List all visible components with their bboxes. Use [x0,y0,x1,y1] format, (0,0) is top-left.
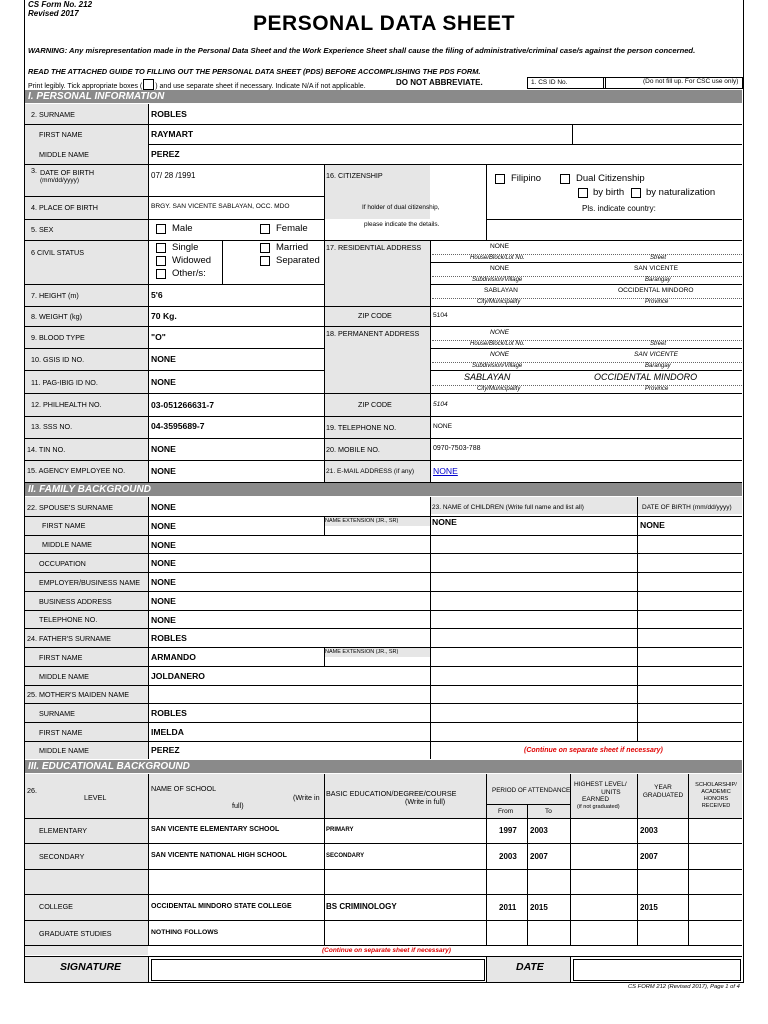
school-header-3: full) [232,801,244,810]
highest-header-3: EARNED [582,796,610,803]
filipino-label: Filipino [511,173,542,184]
separated-label: Separated [276,255,320,266]
print-instructions [28,79,366,90]
pob-label: 4. PLACE OF BIRTH [31,203,98,212]
filipino-checkbox[interactable] [495,174,505,184]
school-header-1: NAME OF SCHOOL [151,784,217,793]
spouse-first-label: FIRST NAME [42,521,86,530]
edu-course-college: BS CRIMINOLOGY [326,902,397,911]
civil-status-label: 6 CIVIL STATUS [31,248,84,257]
perm-province-sub: Province [645,386,669,392]
perm-house-sub: House/Block/Lot No. [470,341,525,347]
spouse-telephone-label: TELEPHONE NO. [39,615,98,624]
father-name-ext-label: NAME EXTENSION (JR., SR) [325,649,399,655]
others-label: Other/s: [172,268,206,279]
course-header-1: BASIC EDUCATION/DEGREE/COURSE [326,789,457,798]
res-house-sub: House/Block/Lot No. [470,255,525,261]
philhealth-value: 03-051266631-7 [151,400,215,410]
by-naturalization-checkbox[interactable] [631,188,641,198]
father-first-value: ARMANDO [151,652,196,662]
first-name-value: RAYMART [151,129,194,139]
pob-value: BRGY. SAN VICENTE SABLAYAN, OCC. MDO [151,203,290,210]
edu-year-secondary: 2007 [640,852,658,861]
agency-value: NONE [151,466,176,476]
res-city-sub: City/Municipality [477,299,521,305]
res-house-value: NONE [490,243,510,250]
height-label: 7. HEIGHT (m) [31,291,79,300]
perm-barangay-value: SAN VICENTE [634,351,678,358]
edu-level-graduate: GRADUATE STUDIES [39,929,112,938]
father-surname-label: 24. FATHER'S SURNAME [27,634,111,643]
children-label: 23. NAME of CHILDREN (Write full name and list all) [432,504,584,511]
level-header: LEVEL [84,793,107,802]
father-first-label: FIRST NAME [39,653,83,662]
edu-year-elementary: 2003 [640,826,658,835]
edu-school-secondary: SAN VICENTE NATIONAL HIGH SCHOOL [151,852,287,859]
occupation-label: OCCUPATION [39,559,86,568]
edu-to-secondary: 2007 [530,852,548,861]
by-birth-label: by birth [593,187,625,198]
res-barangay-sub: Barangay [645,277,671,283]
single-label: Single [172,242,199,253]
married-checkbox[interactable] [260,243,270,253]
print-text-b: ) and use separate sheet if necessary. Indicate N/A if not applicable. [155,83,366,90]
mother-first-label: FIRST NAME [39,728,83,737]
honors-header [690,782,742,810]
section-personal-header: I. PERSONAL INFORMATION [25,90,742,103]
edu-course-elementary: PRIMARY [326,827,354,833]
mobile-value: 0970-7503-788 [433,445,481,452]
tick-box-sample [143,79,154,90]
edu-school-graduate: NOTHING FOLLOWS [151,929,219,936]
family-continue-note: (Continue on separate sheet if necessary) [524,747,663,754]
telephone-value: NONE [433,423,453,430]
mobile-label: 20. MOBILE NO. [326,445,380,454]
sex-label: 5. SEX [31,225,54,234]
edu-from-secondary: 2003 [499,852,517,861]
residential-address-label: 17. RESIDENTIAL ADDRESS [326,243,422,252]
email-label: 21. E-MAIL ADDRESS (if any) [326,468,415,475]
female-checkbox[interactable] [260,224,270,234]
blood-type-label: 9. BLOOD TYPE [31,333,85,342]
perm-subdivision-sub: Subdivision/Village [472,363,523,369]
gsis-value: NONE [151,354,176,364]
mother-surname-value: ROBLES [151,708,187,718]
occupation-value: NONE [151,558,176,568]
res-street-sub: Street [650,255,667,261]
surname-value: ROBLES [151,109,187,119]
education-number: 26. [27,786,37,795]
res-city-value: SABLAYAN [484,287,518,294]
blood-type-value: "O" [151,332,166,342]
tin-value: NONE [151,444,176,454]
year-graduated-header [640,784,686,800]
edu-year-college: 2015 [640,903,658,912]
father-middle-value: JOLDANERO [151,671,205,681]
middle-name-label: MIDDLE NAME [39,150,89,159]
highest-header-2: UNITS [601,788,621,796]
edu-level-secondary: SECONDARY [39,852,85,861]
telephone-label: 19. TELEPHONE NO. [326,423,397,432]
mother-middle-label: MIDDLE NAME [39,746,89,755]
warning-text: WARNING: Any misrepresentation made in the Personal Data Sheet and the Work Experience Sheet shall cause the filing of administrative/criminal case/s against the person concerned. [28,46,696,55]
pagibig-value: NONE [151,377,176,387]
edu-from-college: 2011 [499,903,517,912]
by-birth-checkbox[interactable] [578,188,588,198]
mother-maiden-label: 25. MOTHER'S MAIDEN NAME [27,690,130,699]
perm-city-value: SABLAYAN [464,372,511,382]
revised-text: Revised 2017 [28,9,79,18]
height-value: 5'6 [151,290,163,300]
signature-field[interactable] [151,959,485,981]
gsis-label: 10. GSIS ID NO. [31,355,85,364]
mother-middle-value: PEREZ [151,745,180,755]
perm-province-value: OCCIDENTAL MINDORO [594,372,698,382]
spouse-surname-value: NONE [151,502,176,512]
res-subdivision-value: NONE [490,265,510,272]
honors-header-3: HONORS [703,796,729,802]
by-naturalization-label: by naturalization [646,187,716,198]
page-title: PERSONAL DATA SHEET [253,12,515,35]
male-label: Male [172,223,193,234]
pagibig-label: 11. PAG-IBIG ID NO. [31,378,98,387]
agency-label: 15. AGENCY EMPLOYEE NO. [27,466,126,475]
citizenship-label: 16. CITIZENSHIP [326,171,383,180]
dual-citizenship-label: Dual Citizenship [576,173,645,184]
married-label: Married [276,242,309,253]
perm-zip-label: ZIP CODE [358,400,392,409]
dual-citizenship-checkbox[interactable] [560,174,570,184]
form-footer-note: CS FORM 212 (Revised 2017), Page 1 of 4 [628,984,740,990]
res-province-sub: Province [645,299,669,305]
year-header-1: YEAR [654,784,672,791]
tin-label: 14. TIN NO. [27,445,66,454]
res-zip-value: 5104 [433,312,448,319]
signature-label: SIGNATURE [60,961,122,973]
father-surname-value: ROBLES [151,633,187,643]
edu-to-elementary: 2003 [530,826,548,835]
business-address-value: NONE [151,596,176,606]
period-header: PERIOD OF ATTENDANCE [492,787,571,794]
sss-value: 04-3595689-7 [151,421,205,431]
widowed-checkbox[interactable] [156,256,166,266]
mother-first-value: IMELDA [151,727,184,737]
female-label: Female [276,223,308,234]
date-field[interactable] [573,959,741,981]
sss-label: 13. SSS NO. [31,422,73,431]
single-checkbox[interactable] [156,243,166,253]
perm-barangay-sub: Barangay [645,363,671,369]
perm-subdivision-value: NONE [490,351,510,358]
separated-checkbox[interactable] [260,256,270,266]
edu-course-secondary: SECONDARY [326,853,365,859]
edu-level-college: COLLEGE [39,902,73,911]
course-header-2: (Write in full) [405,797,446,806]
year-header-2: GRADUATED [642,792,684,799]
read-guide-text: READ THE ATTACHED GUIDE TO FILLING OUT THE PERSONAL DATA SHEET (PDS) BEFORE ACCOMPLISHING THE PDS FORM. [28,67,481,76]
dob-format: (mm/dd/yyyy) [40,177,79,184]
dual-note-2: please indicate the details. [364,221,440,228]
cs-id-label: 1. CS ID No. [527,77,606,89]
permanent-address-label: 18. PERMANENT ADDRESS [326,329,420,338]
weight-value: 70 Kg. [151,311,177,321]
section-education-header: III. EDUCATIONAL BACKGROUND [25,760,742,773]
dob-number: 3. [31,166,37,175]
res-subdivision-sub: Subdivision/Village [472,277,523,283]
form-number-text: CS Form No. 212 [28,0,93,9]
perm-city-sub: City/Municipality [477,386,521,392]
edu-from-elementary: 1997 [499,826,517,835]
child-name-value: NONE [432,517,457,527]
business-address-label: BUSINESS ADDRESS [39,597,112,606]
surname-label: 2. SURNAME [31,110,75,119]
print-text-a: Print legibly. Tick appropriate boxes ( [28,83,143,90]
perm-house-value: NONE [490,329,510,336]
widowed-label: Widowed [172,255,212,266]
edu-to-college: 2015 [530,903,548,912]
spouse-name-ext-label: NAME EXTENSION (JR., SR) [325,518,399,524]
education-continue-note: (Continue on separate sheet if necessary) [322,947,451,954]
spouse-telephone-value: NONE [151,615,176,625]
do-not-abbreviate: DO NOT ABBREVIATE. [396,78,483,87]
mother-surname-label: SURNAME [39,709,75,718]
first-name-label: FIRST NAME [39,130,83,139]
others-checkbox[interactable] [156,269,166,279]
date-label: DATE [516,961,544,973]
philhealth-label: 12. PHILHEALTH NO. [31,400,102,409]
edu-school-elementary: SAN VICENTE ELEMENTARY SCHOOL [151,826,280,833]
spouse-middle-label: MIDDLE NAME [42,540,92,549]
spouse-surname-label: 22. SPOUSE'S SURNAME [27,503,114,512]
res-province-value: OCCIDENTAL MINDORO [618,287,694,294]
highest-header-4: (if not graduated) [577,803,620,810]
spouse-middle-value: NONE [151,540,176,550]
weight-label: 8. WEIGHT (kg) [31,312,82,321]
middle-name-value: PEREZ [151,149,180,159]
spouse-first-value: NONE [151,521,176,531]
honors-header-1: SCHOLARSHIP/ [695,782,737,788]
male-checkbox[interactable] [156,224,166,234]
father-middle-label: MIDDLE NAME [39,672,89,681]
honors-header-4: RECEIVED [701,803,731,809]
cs-id-note: (Do not fill up. For CSC use only) [643,78,739,85]
employer-value: NONE [151,577,176,587]
employer-label: EMPLOYER/BUSINESS NAME [39,578,141,587]
highest-header [574,781,627,811]
email-value[interactable]: NONE [433,466,458,476]
indicate-country-label: Pls. indicate country: [582,204,656,213]
dob-value: 07/ 28 /1991 [151,171,196,180]
to-header: To [545,808,552,815]
perm-street-sub: Street [650,341,667,347]
highest-header-1: HIGHEST LEVEL/ [574,781,627,788]
section-family-header: II. FAMILY BACKGROUND [25,483,742,496]
school-header-2: (Write in [293,793,320,802]
honors-header-2: ACADEMIC [701,789,731,795]
edu-school-college: OCCIDENTAL MINDORO STATE COLLEGE [151,903,292,910]
res-barangay-value: SAN VICENTE [634,265,678,272]
dob-label: DATE OF BIRTH [40,168,95,177]
edu-level-elementary: ELEMENTARY [39,826,88,835]
res-zip-label: ZIP CODE [358,311,392,320]
dual-note-1: If holder of dual citizenship, [362,204,440,211]
perm-zip-value: 5104 [433,401,448,408]
from-header: From [498,808,514,815]
children-dob-label: DATE OF BIRTH (mm/dd/yyyy) [642,504,732,511]
child-dob-value: NONE [640,520,665,530]
